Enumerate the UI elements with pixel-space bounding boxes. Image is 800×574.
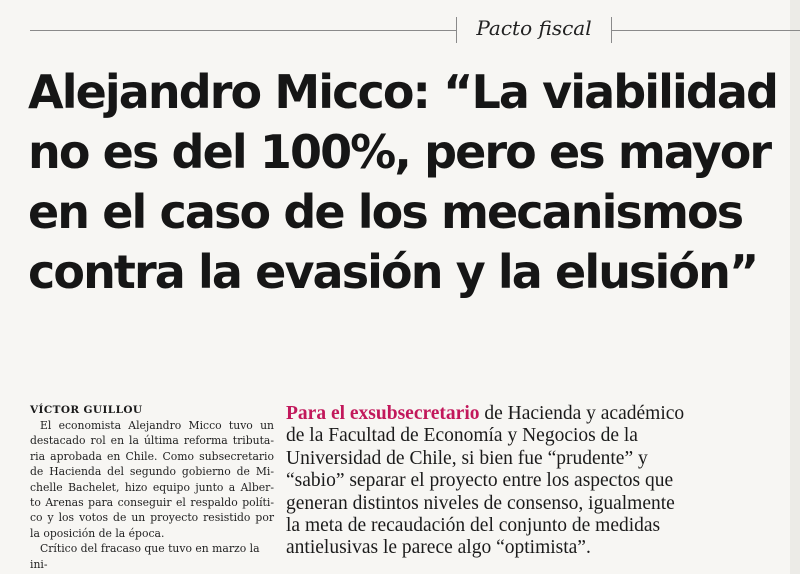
body-line: ria aprobada en Chile. Como subsecretario [30, 449, 274, 463]
body-line: to Arenas para conseguir el respaldo políti- [30, 496, 274, 510]
lead-line: “sabio” separar el proyecto entre los aspectos que [286, 470, 674, 492]
lead-line: generan distintos niveles de consenso, igualmente [286, 492, 675, 514]
body-line: la oposición de la época. [30, 526, 165, 540]
lead-line: de la Facultad de Economía y Negocios de la [286, 425, 638, 447]
lead-line: Universidad de Chile, si bien fue “prudente” y [286, 447, 648, 469]
body-line: Crítico del fracaso que tuvo en marzo la ini- [30, 542, 260, 571]
section-rule-left [30, 30, 456, 31]
headline [28, 62, 798, 302]
headline-line: contra la evasión y la elusión” [28, 245, 758, 299]
lead-line-first [286, 403, 776, 425]
headline-line: en el caso de los mecanismos [28, 185, 743, 239]
headline-line: Alejandro Micco: “La viabilidad [28, 65, 778, 119]
byline: VÍCTOR GUILLOU [30, 404, 143, 416]
body-line: co y los votos de un proyecto resistido por [30, 511, 274, 525]
headline-line: no es del 100%, pero es mayor [28, 125, 771, 179]
body-line: de Hacienda del segundo gobierno de Mi- [30, 465, 274, 479]
lead-line: la meta de recaudación del conjunto de medidas [286, 515, 661, 537]
lead-first-rest: de Hacienda y académico [479, 403, 685, 424]
body-line: destacado rol en la última reforma tributa- [30, 434, 274, 448]
body-line: chelle Bachelet, hizo equipo junto a Alber- [30, 480, 274, 494]
lead-line: antielusivas le parece algo “optimista”. [286, 537, 591, 559]
section-divider-left [456, 17, 457, 43]
lead-highlight: Para el exsubsecretario [286, 403, 480, 424]
lead-paragraph [286, 403, 776, 560]
body-column [30, 418, 274, 572]
section-rule-right [612, 30, 800, 31]
body-line: El economista Alejandro Micco tuvo un [40, 419, 274, 432]
section-label: Pacto fiscal [476, 16, 592, 40]
